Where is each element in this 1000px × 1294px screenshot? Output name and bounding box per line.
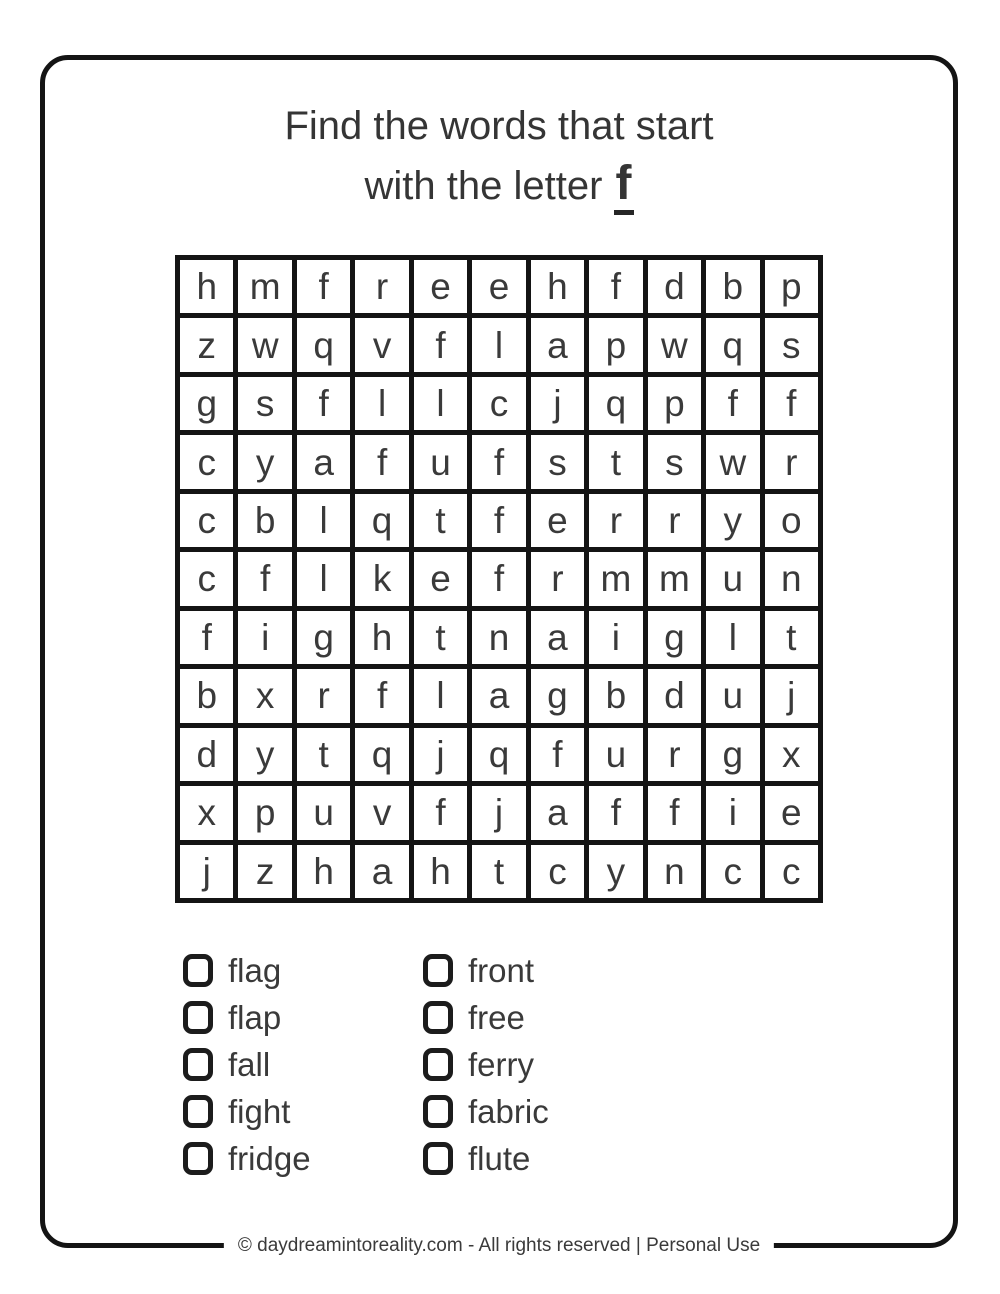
word-list-item — [423, 1141, 549, 1175]
grid-cell-r7c5: t — [414, 611, 467, 664]
worksheet-page — [40, 55, 958, 1256]
grid-cell-r4c9: s — [648, 435, 701, 488]
word-list-column-1 — [183, 953, 423, 1175]
grid-cell-r1c3: f — [297, 260, 350, 313]
grid-cell-r10c8: f — [589, 786, 642, 839]
grid-cell-r8c8: b — [589, 669, 642, 722]
grid-cell-r8c10: u — [706, 669, 759, 722]
grid-cell-r10c1: x — [180, 786, 233, 839]
grid-cell-r7c3: g — [297, 611, 350, 664]
grid-cell-r1c2: m — [238, 260, 291, 313]
grid-cell-r8c2: x — [238, 669, 291, 722]
grid-cell-r2c2: w — [238, 318, 291, 371]
grid-cell-r8c9: d — [648, 669, 701, 722]
word-label: fall — [228, 1045, 271, 1083]
grid-cell-r8c1: b — [180, 669, 233, 722]
grid-cell-r10c2: p — [238, 786, 291, 839]
grid-cell-r7c8: i — [589, 611, 642, 664]
grid-cell-r9c6: q — [472, 728, 525, 781]
grid-cell-r2c10: q — [706, 318, 759, 371]
word-label: flag — [228, 951, 282, 989]
word-list-item — [423, 953, 549, 987]
grid-cell-r11c9: n — [648, 845, 701, 898]
grid-cell-r1c1: h — [180, 260, 233, 313]
grid-cell-r2c6: l — [472, 318, 525, 371]
grid-cell-r10c9: f — [648, 786, 701, 839]
grid-cell-r5c3: l — [297, 494, 350, 547]
grid-cell-r8c4: f — [355, 669, 408, 722]
grid-cell-r6c3: l — [297, 552, 350, 605]
grid-cell-r3c1: g — [180, 377, 233, 430]
grid-cell-r7c9: g — [648, 611, 701, 664]
grid-cell-r8c6: a — [472, 669, 525, 722]
grid-cell-r6c1: c — [180, 552, 233, 605]
word-list-column-2 — [423, 953, 549, 1175]
grid-cell-r4c3: a — [297, 435, 350, 488]
word-checkbox[interactable] — [183, 1142, 213, 1175]
grid-cell-r9c9: r — [648, 728, 701, 781]
grid-cell-r10c11: e — [765, 786, 818, 839]
letter-grid — [175, 255, 823, 903]
grid-cell-r3c2: s — [238, 377, 291, 430]
title-line-1: Find the words that start — [284, 104, 714, 148]
word-label: front — [468, 951, 535, 989]
grid-cell-r8c11: j — [765, 669, 818, 722]
grid-cell-r11c5: h — [414, 845, 467, 898]
grid-cell-r2c9: w — [648, 318, 701, 371]
grid-cell-r9c7: f — [531, 728, 584, 781]
word-list-item — [183, 1141, 423, 1175]
word-checkbox[interactable] — [183, 1048, 213, 1081]
grid-cell-r5c6: f — [472, 494, 525, 547]
word-list-item — [423, 1094, 549, 1128]
grid-cell-r3c9: p — [648, 377, 701, 430]
word-checkbox[interactable] — [423, 954, 453, 987]
word-label: free — [468, 998, 525, 1036]
footer-credit: © daydreamintoreality.com - All rights reserved | Personal Use — [224, 1233, 774, 1259]
grid-cell-r5c8: r — [589, 494, 642, 547]
grid-cell-r4c2: y — [238, 435, 291, 488]
word-list — [183, 953, 953, 1175]
grid-cell-r3c6: c — [472, 377, 525, 430]
grid-cell-r4c8: t — [589, 435, 642, 488]
highlight-letter: f — [614, 157, 634, 215]
grid-cell-r10c10: i — [706, 786, 759, 839]
grid-cell-r11c1: j — [180, 845, 233, 898]
grid-cell-r3c3: f — [297, 377, 350, 430]
grid-cell-r2c5: f — [414, 318, 467, 371]
grid-cell-r3c7: j — [531, 377, 584, 430]
grid-cell-r5c7: e — [531, 494, 584, 547]
grid-cell-r1c5: e — [414, 260, 467, 313]
word-list-item — [423, 1047, 549, 1081]
grid-cell-r9c1: d — [180, 728, 233, 781]
grid-cell-r9c3: t — [297, 728, 350, 781]
grid-cell-r6c10: u — [706, 552, 759, 605]
grid-cell-r10c6: j — [472, 786, 525, 839]
grid-cell-r2c4: v — [355, 318, 408, 371]
grid-cell-r10c5: f — [414, 786, 467, 839]
grid-cell-r3c8: q — [589, 377, 642, 430]
word-label: flap — [228, 998, 282, 1036]
word-list-item — [183, 1000, 423, 1034]
grid-cell-r11c2: z — [238, 845, 291, 898]
word-list-item — [183, 953, 423, 987]
word-label: ferry — [468, 1045, 534, 1083]
grid-cell-r1c9: d — [648, 260, 701, 313]
word-checkbox[interactable] — [423, 1142, 453, 1175]
word-checkbox[interactable] — [183, 1001, 213, 1034]
word-label: fridge — [228, 1139, 311, 1177]
word-label: flute — [468, 1139, 531, 1177]
grid-cell-r6c6: f — [472, 552, 525, 605]
grid-cell-r10c3: u — [297, 786, 350, 839]
grid-cell-r1c7: h — [531, 260, 584, 313]
grid-cell-r4c4: f — [355, 435, 408, 488]
word-label: fabric — [468, 1092, 549, 1130]
grid-cell-r2c3: q — [297, 318, 350, 371]
grid-cell-r9c4: q — [355, 728, 408, 781]
grid-cell-r11c7: c — [531, 845, 584, 898]
word-checkbox[interactable] — [423, 1095, 453, 1128]
grid-cell-r1c4: r — [355, 260, 408, 313]
grid-cell-r3c4: l — [355, 377, 408, 430]
word-list-item — [183, 1094, 423, 1128]
grid-cell-r4c1: c — [180, 435, 233, 488]
grid-cell-r1c8: f — [589, 260, 642, 313]
grid-cell-r9c8: u — [589, 728, 642, 781]
grid-cell-r4c10: w — [706, 435, 759, 488]
grid-cell-r2c8: p — [589, 318, 642, 371]
grid-cell-r4c6: f — [472, 435, 525, 488]
grid-cell-r4c7: s — [531, 435, 584, 488]
grid-cell-r11c11: c — [765, 845, 818, 898]
grid-cell-r1c6: e — [472, 260, 525, 313]
grid-cell-r2c11: s — [765, 318, 818, 371]
grid-cell-r3c11: f — [765, 377, 818, 430]
grid-cell-r3c10: f — [706, 377, 759, 430]
grid-cell-r11c10: c — [706, 845, 759, 898]
grid-cell-r6c7: r — [531, 552, 584, 605]
grid-cell-r6c4: k — [355, 552, 408, 605]
grid-cell-r7c10: l — [706, 611, 759, 664]
grid-cell-r5c11: o — [765, 494, 818, 547]
title-line-2 — [45, 155, 953, 215]
word-checkbox[interactable] — [423, 1001, 453, 1034]
word-list-item — [183, 1047, 423, 1081]
grid-cell-r7c2: i — [238, 611, 291, 664]
grid-cell-r9c11: x — [765, 728, 818, 781]
grid-cell-r5c5: t — [414, 494, 467, 547]
grid-cell-r7c4: h — [355, 611, 408, 664]
grid-cell-r4c5: u — [414, 435, 467, 488]
grid-cell-r5c10: y — [706, 494, 759, 547]
grid-cell-r2c1: z — [180, 318, 233, 371]
grid-cell-r5c9: r — [648, 494, 701, 547]
grid-cell-r9c5: j — [414, 728, 467, 781]
word-list-item — [423, 1000, 549, 1034]
grid-cell-r7c11: t — [765, 611, 818, 664]
word-checkbox[interactable] — [183, 954, 213, 987]
grid-cell-r5c4: q — [355, 494, 408, 547]
grid-cell-r11c4: a — [355, 845, 408, 898]
word-label: fight — [228, 1092, 291, 1130]
grid-cell-r1c10: b — [706, 260, 759, 313]
grid-cell-r6c11: n — [765, 552, 818, 605]
title-line-2-prefix: with the letter — [364, 164, 614, 208]
word-checkbox[interactable] — [423, 1048, 453, 1081]
grid-cell-r8c7: g — [531, 669, 584, 722]
grid-cell-r7c1: f — [180, 611, 233, 664]
grid-cell-r1c11: p — [765, 260, 818, 313]
grid-cell-r6c9: m — [648, 552, 701, 605]
grid-cell-r9c2: y — [238, 728, 291, 781]
grid-cell-r7c6: n — [472, 611, 525, 664]
grid-cell-r5c1: c — [180, 494, 233, 547]
grid-cell-r10c4: v — [355, 786, 408, 839]
page-title — [45, 98, 953, 215]
grid-cell-r9c10: g — [706, 728, 759, 781]
grid-cell-r4c11: r — [765, 435, 818, 488]
grid-cell-r11c6: t — [472, 845, 525, 898]
grid-cell-r10c7: a — [531, 786, 584, 839]
grid-cell-r8c5: l — [414, 669, 467, 722]
grid-cell-r6c2: f — [238, 552, 291, 605]
grid-cell-r7c7: a — [531, 611, 584, 664]
grid-cell-r11c8: y — [589, 845, 642, 898]
grid-cell-r6c5: e — [414, 552, 467, 605]
grid-cell-r6c8: m — [589, 552, 642, 605]
grid-cell-r5c2: b — [238, 494, 291, 547]
grid-cell-r2c7: a — [531, 318, 584, 371]
grid-cell-r3c5: l — [414, 377, 467, 430]
grid-cell-r11c3: h — [297, 845, 350, 898]
grid-cell-r8c3: r — [297, 669, 350, 722]
word-checkbox[interactable] — [183, 1095, 213, 1128]
